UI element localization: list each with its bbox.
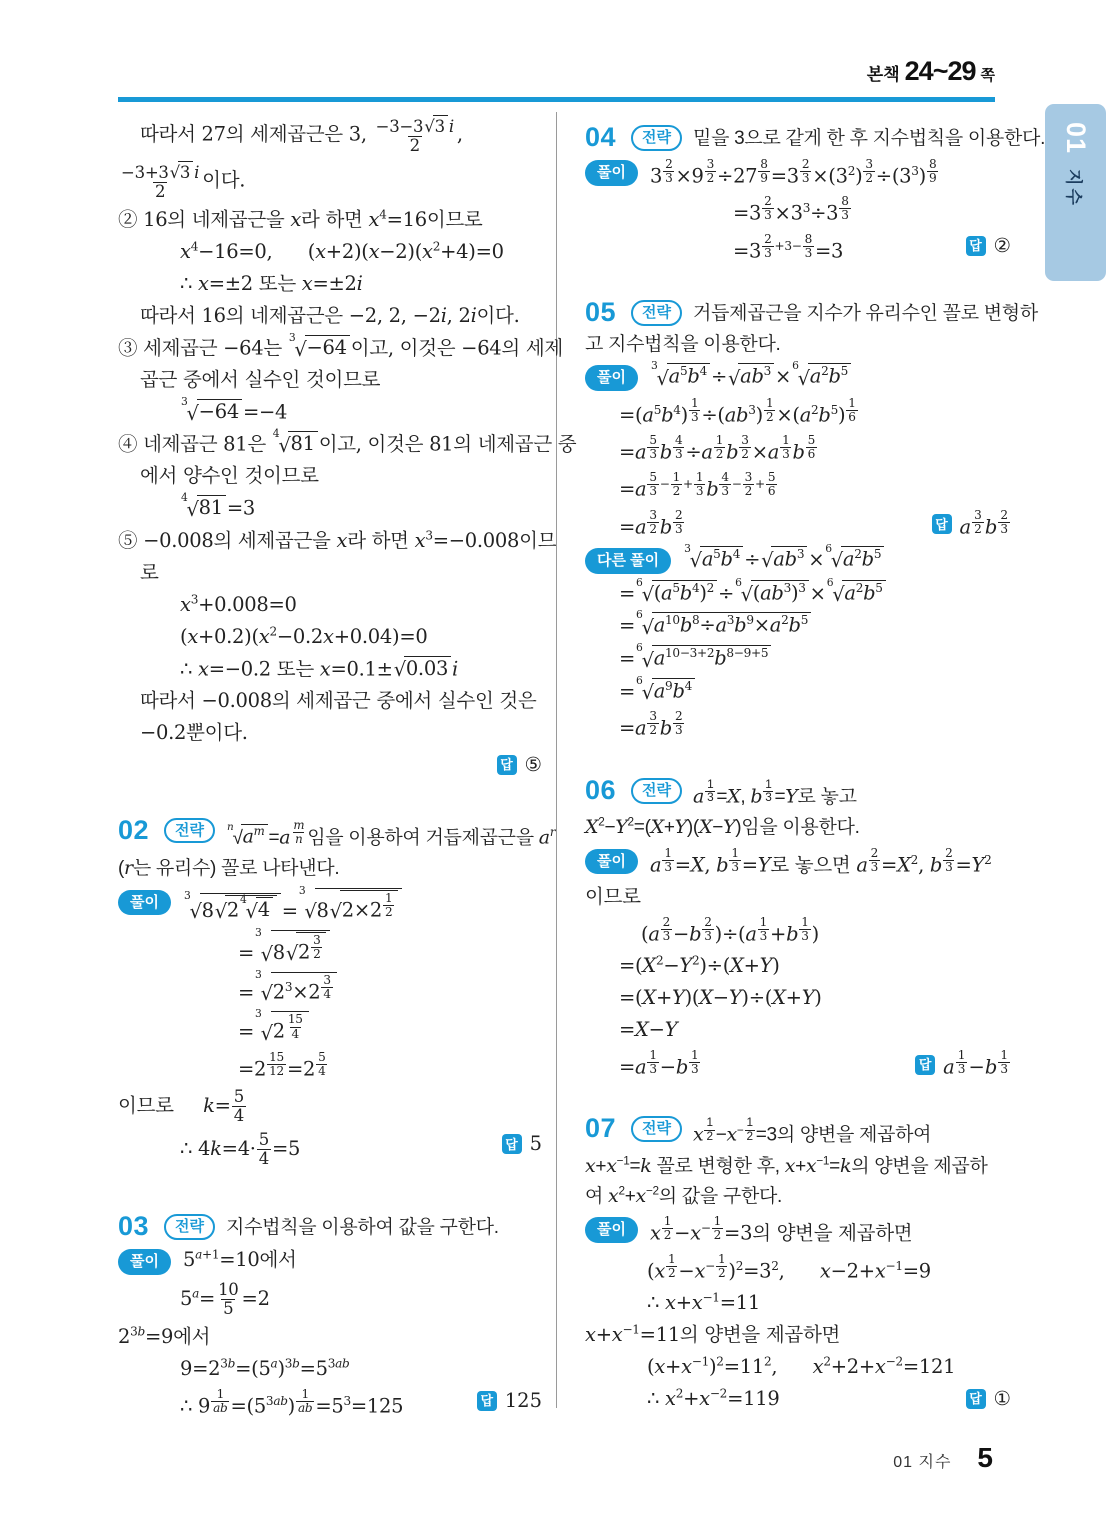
content-line xyxy=(118,1131,542,1168)
content-line xyxy=(585,608,1011,639)
content-line xyxy=(118,115,542,155)
content-line xyxy=(585,195,1011,226)
footer-page-number: 5 xyxy=(977,1442,993,1473)
math-text: ∴ x=±2 또는 x=±2i xyxy=(180,271,363,295)
math-text: 이므로 k= $\frac{5}{4}$ xyxy=(118,1087,244,1126)
strategy-text: 지수법칙을 이용하여 값을 구한다. xyxy=(226,1217,499,1238)
strategy-text: n √ $a^m$ =a $^{\frac{m}{n}}$ 임을 이용하여 거듭제곱근을 $a^r$ xyxy=(227,817,556,850)
solution-line xyxy=(585,847,1011,878)
math-text: 3 $^{\frac{2}{3}}$ ×9 $^{\frac{3}{2}}$ ÷27 $^{\frac{8}{9}}$ =3 $^{\frac{2}{3}}$ $\times(3^2)$ $^{\frac{3}{2}}$ $\div(3^3)$ $^{\frac{8}{9}}$ xyxy=(649,157,937,188)
strategy-text-cont: (r는 유리수) 꼴로 나타낸다. xyxy=(118,857,340,880)
math-text: $(x+x^{-1})^2=11^2$, $x^2+2+x^{-2}=121$ xyxy=(647,1354,956,1378)
math-text: =3 $^{\frac{2}{3}}$ $\times 3^3\div 3$ $^{\frac{8}{3}}$ xyxy=(733,194,849,225)
math-text: 3 √ −64 =−4 xyxy=(181,395,288,425)
strategy-text: 밑을 3으로 같게 한 후 지수법칙을 이용한다. xyxy=(693,128,1046,149)
math-text: ∴ $x^2+x^{-2}=119$ xyxy=(647,1386,780,1410)
problem-number: 02 xyxy=(118,814,150,845)
content-line xyxy=(118,303,542,329)
answer xyxy=(487,752,542,778)
page-footer xyxy=(893,1442,993,1474)
content-line xyxy=(118,207,542,233)
answer-badge: 답 xyxy=(966,1389,986,1409)
content-line xyxy=(585,641,1011,672)
math-text: $x+x^{-1}=11$의 양변을 제곱하면 xyxy=(585,1322,841,1346)
chapter-side-tab[interactable] xyxy=(1045,104,1106,281)
footer-chapter: 01 지수 xyxy=(893,1454,952,1471)
chapter-number: 01 xyxy=(1061,122,1091,155)
math-text: 3 √ $a^5b^4$ ÷ √ $ab^3$ × 6 √ $a^2b^5$ xyxy=(650,363,852,390)
strategy-text-cont: 고 지수법칙을 이용한다. xyxy=(585,334,781,355)
strategy-badge: 전략 xyxy=(164,1214,215,1240)
answer-badge: 답 xyxy=(966,236,986,256)
math-text: = 3 √ 8 √ 2 $^{\frac{3}{2}}$ xyxy=(238,930,331,966)
answer xyxy=(922,509,1012,540)
answer-badge: 답 xyxy=(932,514,952,534)
math-text: 곱근 중에서 실수인 것이므로 xyxy=(140,368,381,392)
content-line xyxy=(585,1253,1011,1284)
content-line xyxy=(118,528,557,554)
math-text: 로 xyxy=(140,560,159,584)
strategy-text-cont: 여 $x^2+x^{-2}$의 값을 구한다. xyxy=(585,1184,783,1208)
math-text: −0.2뿐이다. xyxy=(140,720,248,744)
alt-solution-badge: 다른 풀이 xyxy=(585,548,671,574)
math-text: = 6 √ $a^{10-3+2}b^{8-9+5}$ xyxy=(619,645,772,672)
answer xyxy=(956,233,1011,259)
content-line xyxy=(118,463,542,489)
content-line xyxy=(585,710,1011,741)
math-text: $2^{3b}=9$에서 xyxy=(118,1324,211,1348)
math-text: $9=2^{3b}=(5^a)^{3b}=5^{3ab}$ xyxy=(180,1356,350,1380)
header-page-range: 24~29 xyxy=(904,56,976,86)
content-line xyxy=(585,1386,1011,1412)
math-text: ⑤ −0.008의 세제곱근을 x라 하면 $x^3=-0.008$이므 xyxy=(118,528,557,552)
content-line xyxy=(585,1290,1011,1316)
answer xyxy=(467,1388,542,1414)
problem-number: 06 xyxy=(585,774,617,805)
math-text: 따라서 −0.008의 세제곱근 중에서 실수인 것은 xyxy=(140,688,537,712)
content-line xyxy=(118,1007,542,1045)
math-text: $5^a=$ $\frac{10}{5}$ =2 xyxy=(180,1279,270,1318)
math-text: =a $^{\frac{3}{2}}$ b $^{\frac{2}{3}}$ xyxy=(619,709,683,740)
answer-line xyxy=(118,752,542,778)
strategy-badge: 전략 xyxy=(631,300,682,326)
answer-value: ② xyxy=(993,233,1011,257)
math-text: =a $^{\frac{5}{3} - \frac{1}{2} + \frac{1}{3}}$ b $^{\frac{4}{3} - \frac{3}{2} + \frac{5}{6}}$ xyxy=(619,470,776,501)
problem-number: 05 xyxy=(585,296,617,327)
spacer xyxy=(585,745,1011,771)
content-line xyxy=(118,1324,542,1350)
content-line xyxy=(585,509,1011,540)
problem-03-heading xyxy=(118,1213,542,1240)
math-text: = 3 √ $2^3\times 2$ $^{\frac{3}{4}}$ xyxy=(238,972,338,1006)
content-line xyxy=(118,491,542,522)
content-line xyxy=(118,592,542,618)
math-text: ④ 네제곱근 81은 4 √ 81 이고, 이것은 81의 네제곱근 중 xyxy=(118,427,577,458)
answer xyxy=(956,1386,1011,1412)
content-line xyxy=(118,1356,542,1382)
content-line xyxy=(118,560,542,586)
solution-badge: 풀이 xyxy=(585,365,638,391)
solution-badge: 풀이 xyxy=(118,890,171,916)
chapter-title: 지수 xyxy=(1064,169,1083,208)
math-text: $x^3+0.008=0$ xyxy=(180,592,297,616)
solution-badge: 풀이 xyxy=(585,1217,638,1243)
answer-value: 5 xyxy=(529,1132,542,1156)
content-line xyxy=(118,1051,542,1082)
math-text: =2 $^{\frac{15}{12}}$ =2 $^{\frac{5}{4}}$ xyxy=(238,1050,326,1081)
math-text: =X−Y xyxy=(619,1018,678,1042)
math-text: = 6 √ $a^9b^4$ xyxy=(619,678,696,705)
content-line xyxy=(585,953,1011,979)
content-line xyxy=(118,624,542,650)
solution-line xyxy=(585,359,1011,391)
math-text: =a $^{\frac{5}{3}}$ b $^{\frac{4}{3}}$ ÷a $^{\frac{1}{2}}$ b $^{\frac{3}{2}}$ ×a $^{\frac{1}{3}}$ b $^{\frac{5}{6}}$ xyxy=(619,433,816,464)
math-text: $(x+0.2)(x^2-0.2x+0.04)=0$ xyxy=(180,624,428,648)
math-text: =3 $^{\frac{2}{3} +3- \frac{8}{3}}$ =3 xyxy=(733,231,844,263)
strategy-badge: 전략 xyxy=(164,818,215,844)
answer xyxy=(492,1131,542,1157)
content-line xyxy=(585,575,1011,607)
spacer xyxy=(585,267,1011,293)
math-text: = 3 √ 2 $^{\frac{15}{4}}$ xyxy=(238,1011,310,1045)
math-text: $x^4-16=0$, $(x+2)(x-2)(x^2+4)=0$ xyxy=(180,239,504,263)
strategy-badge: 전략 xyxy=(631,125,682,151)
math-text: ∴ 9 $^{\frac{1}{ab}}$ $=(5^{3ab})$ $^{\frac{1}{ab}}$ $=5^3=125$ xyxy=(180,1386,404,1418)
solution-line xyxy=(118,1247,542,1275)
strategy-text-cont: $x+x^{-1}=k$ 꼴로 변형한 후, $x+x^{-1}=k$의 양변을 제곱하 xyxy=(585,1154,988,1178)
math-text: 3 √ $a^5b^4$ ÷ √ $ab^3$ × 6 √ $a^2b^5$ xyxy=(683,546,885,573)
left-column xyxy=(118,112,577,1422)
right-column xyxy=(585,118,1046,1415)
content-line xyxy=(585,884,1011,910)
answer-badge: 답 xyxy=(477,1391,497,1411)
content-line xyxy=(118,1088,542,1125)
math-text: (x $^{\frac{1}{2}}$ $-x^{- \frac{1}{2}}$ )$^2=3^2$, $x-2+x^{-1}=9$ xyxy=(647,1251,931,1283)
math-text: ∴ $x+x^{-1}=11$ xyxy=(647,1290,760,1314)
content-line xyxy=(585,471,1011,502)
answer-badge: 답 xyxy=(915,1055,935,1075)
solution-badge: 풀이 xyxy=(118,1249,171,1275)
header-book-label: 본책 xyxy=(866,65,900,84)
content-line xyxy=(585,1322,1011,1348)
answer-badge: 답 xyxy=(502,1134,522,1154)
math-text: ② 16의 네제곱근을 x라 하면 $x^4=16$이므로 xyxy=(118,207,483,231)
math-text: =a $^{\frac{3}{2}}$ b $^{\frac{2}{3}}$ xyxy=(619,507,683,539)
content-line xyxy=(585,916,1011,947)
spacer xyxy=(118,1171,542,1207)
column-divider xyxy=(556,112,557,1408)
strategy-text: x $^{\frac{1}{2}}$ $-x^{- \frac{1}{2}}$ =3의 양변을 제곱하여 xyxy=(693,1116,932,1147)
spacer xyxy=(585,1083,1011,1109)
content-line xyxy=(118,271,542,297)
content-line xyxy=(585,985,1011,1011)
math-text: =a $^{\frac{1}{3}}$ −b $^{\frac{1}{3}}$ xyxy=(619,1048,699,1079)
math-text: $5^{a+1}=10$에서 xyxy=(182,1247,297,1272)
content-line xyxy=(585,1017,1011,1043)
answer-value: ⑤ xyxy=(524,752,542,776)
content-line xyxy=(118,720,542,746)
header-page-suffix: 쪽 xyxy=(980,67,995,84)
math-text: ∴ 4k=4· $\frac{5}{4}$ =5 xyxy=(180,1130,301,1169)
math-text: $=(a^5b^4)$ $^{\frac{1}{3}}$ $\div(ab^3)$ $^{\frac{1}{2}}$ $\times(a^2b^5)$ $^{\frac{1}{6}}$ xyxy=(619,395,856,427)
solution-line xyxy=(585,1215,1011,1246)
problem-04-heading xyxy=(585,122,1046,152)
strategy-text: a $^{\frac{1}{3}}$ =X, b $^{\frac{1}{3}}$ =Y로 놓고 xyxy=(693,777,857,808)
alt-solution-line xyxy=(585,542,1011,574)
math-text: = 6 √ $(a^5b^4)^2$ ÷ 6 √ $(ab^3)^3$ × 6 √ $a^2b^5$ xyxy=(619,580,887,607)
content-line xyxy=(118,656,542,682)
strategy-text-cont: $X^2-Y^2=(X+Y)(X-Y)$임을 이용한다. xyxy=(585,816,860,839)
answer-value: 125 xyxy=(504,1388,542,1412)
problem-number: 04 xyxy=(585,122,617,152)
math-text: 3 √ 8 √ 2 4 √ 4 = 3 √ 8 √ 2×2 $^{\frac{1}{2}}$ xyxy=(183,888,403,924)
content-line xyxy=(118,161,542,201)
math-text: =(X+Y)(X−Y)÷(X+Y) xyxy=(619,986,822,1010)
problem-number: 07 xyxy=(585,1113,617,1144)
content-line xyxy=(585,1049,1011,1080)
chapter-side-tab-inner xyxy=(1045,104,1106,281)
content-line xyxy=(585,673,1011,705)
content-line xyxy=(585,233,1011,264)
content-line xyxy=(118,967,542,1006)
content-line xyxy=(585,397,1011,428)
math-text: = 6 √ $a^{10}b^8\div a^3b^9\times a^2b^5$ xyxy=(619,612,812,639)
strategy-text: 거듭제곱근을 지수가 유리수인 꼴로 변형하 xyxy=(693,302,1038,324)
math-text: x $^{\frac{1}{2}}$ $-x^{- \frac{1}{2}}$ =3의 양변을 제곱하면 xyxy=(649,1214,913,1245)
solution-line xyxy=(118,883,542,924)
solution-badge: 풀이 xyxy=(585,160,638,186)
math-text: a $^{\frac{1}{3}}$ =X, b $^{\frac{1}{3}}$ =Y로 놓으면 a $^{\frac{2}{3}}$ $=X^2$, b $^{\frac{2}{3}}$ $=Y^2$ xyxy=(649,845,992,877)
content-line xyxy=(118,395,542,425)
math-text: 따라서 27의 세제곱근은 3, −3−3 √ 3 i 2 , xyxy=(140,117,463,156)
math-text: ∴ x=−0.2 또는 x=0.1± √ 0.03 i xyxy=(180,656,458,682)
content-line xyxy=(585,434,1011,465)
strategy-badge: 전략 xyxy=(631,778,682,804)
answer-value: a $^{\frac{3}{2}}$ b $^{\frac{2}{3}}$ xyxy=(959,507,1008,539)
spacer xyxy=(118,781,542,811)
math-text: $=(X^2-Y^2)\div(X+Y)$ xyxy=(619,953,780,978)
solution-line xyxy=(585,158,1011,189)
problem-06-heading xyxy=(585,774,1011,810)
math-text: (a $^{\frac{2}{3}}$ −b $^{\frac{2}{3}}$ )÷(a $^{\frac{1}{3}}$ +b $^{\frac{1}{3}}$ ) xyxy=(641,914,819,946)
content-line xyxy=(118,1281,542,1318)
content-line xyxy=(585,1354,1011,1380)
content-line xyxy=(118,367,542,393)
math-text: 4 √ 81 =3 xyxy=(181,491,256,522)
answer-value: ① xyxy=(993,1386,1011,1410)
page-header xyxy=(867,56,995,87)
content-line xyxy=(118,239,542,265)
content-line xyxy=(118,427,577,458)
math-text: 따라서 16의 네제곱근은 −2, 2, −2i, 2i이다. xyxy=(140,303,520,327)
problem-02-heading xyxy=(118,814,556,851)
math-text: −3+3 √ 3 i 2 이다. xyxy=(121,162,246,202)
problem-number: 03 xyxy=(118,1211,150,1241)
answer-value: a $^{\frac{1}{3}}$ −b $^{\frac{1}{3}}$ xyxy=(943,1048,1008,1079)
strategy-badge: 전략 xyxy=(631,1116,682,1142)
problem-05-heading xyxy=(585,296,1038,327)
content-line xyxy=(118,1388,542,1419)
math-text: ③ 세제곱근 −64는 3 √ −64 이고, 이것은 −64의 세제 xyxy=(118,330,563,361)
content-line xyxy=(118,688,542,714)
content-line xyxy=(118,330,563,361)
content-line xyxy=(118,925,542,966)
solution-badge: 풀이 xyxy=(585,849,638,875)
math-text: 이므로 xyxy=(585,884,641,908)
answer-badge: 답 xyxy=(497,755,517,775)
answer xyxy=(905,1049,1011,1080)
header-rule xyxy=(118,97,995,102)
math-text: 에서 양수인 것이므로 xyxy=(140,464,319,488)
problem-07-heading xyxy=(585,1115,1011,1148)
